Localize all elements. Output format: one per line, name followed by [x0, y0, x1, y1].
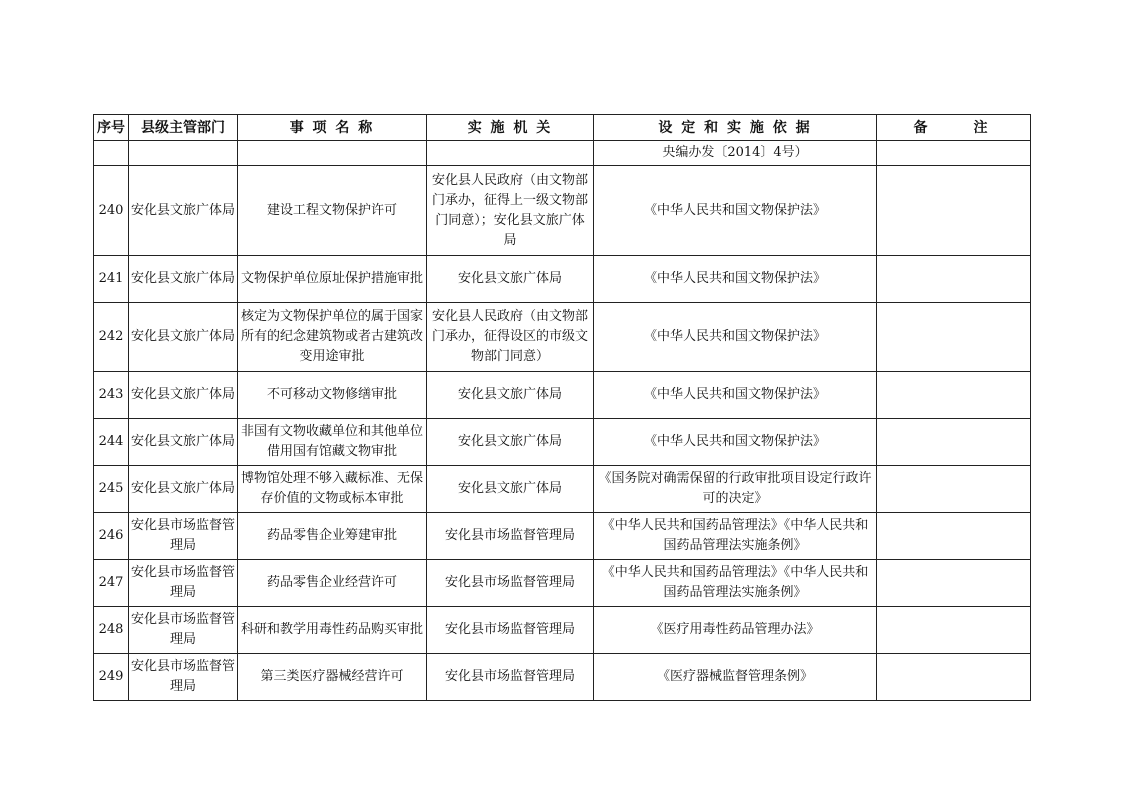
cell-remark — [877, 372, 1031, 419]
cell-seq: 243 — [94, 372, 129, 419]
cell-basis: 《中华人民共和国文物保护法》 — [594, 303, 877, 372]
cell-seq: 247 — [94, 560, 129, 607]
cell-item — [238, 141, 427, 166]
table-row — [94, 513, 1031, 560]
header-dept: 县级主管部门 — [129, 115, 238, 141]
cell-agency: 安化县文旅广体局 — [427, 466, 594, 513]
cell-seq: 242 — [94, 303, 129, 372]
cell-remark — [877, 466, 1031, 513]
cell-seq: 246 — [94, 513, 129, 560]
cell-dept: 安化县市场监督管理局 — [129, 513, 238, 560]
cell-basis: 《中华人民共和国文物保护法》 — [594, 372, 877, 419]
cell-agency: 安化县文旅广体局 — [427, 419, 594, 466]
table-row — [94, 303, 1031, 372]
cell-basis: 《中华人民共和国药品管理法》《中华人民共和国药品管理法实施条例》 — [594, 560, 877, 607]
cell-dept: 安化县文旅广体局 — [129, 303, 238, 372]
cell-dept: 安化县文旅广体局 — [129, 256, 238, 303]
cell-item: 第三类医疗器械经营许可 — [238, 654, 427, 701]
cell-remark — [877, 141, 1031, 166]
cell-seq: 244 — [94, 419, 129, 466]
cell-basis: 《医疗用毒性药品管理办法》 — [594, 607, 877, 654]
header-seq: 序号 — [94, 115, 129, 141]
cell-basis: 《国务院对确需保留的行政审批项目设定行政许可的决定》 — [594, 466, 877, 513]
table-row — [94, 256, 1031, 303]
cell-basis: 《中华人民共和国文物保护法》 — [594, 256, 877, 303]
cell-dept: 安化县文旅广体局 — [129, 372, 238, 419]
cell-dept: 安化县市场监督管理局 — [129, 607, 238, 654]
cell-seq: 248 — [94, 607, 129, 654]
cell-basis: 《中华人民共和国药品管理法》《中华人民共和国药品管理法实施条例》 — [594, 513, 877, 560]
cell-agency: 安化县文旅广体局 — [427, 256, 594, 303]
cell-remark — [877, 560, 1031, 607]
cell-agency: 安化县人民政府（由文物部门承办，征得上一级文物部门同意）；安化县文旅广体局 — [427, 166, 594, 256]
table-row — [94, 466, 1031, 513]
cell-item: 药品零售企业筹建审批 — [238, 513, 427, 560]
cell-remark — [877, 419, 1031, 466]
cell-item: 非国有文物收藏单位和其他单位借用国有馆藏文物审批 — [238, 419, 427, 466]
table-row — [94, 166, 1031, 256]
cell-agency: 安化县市场监督管理局 — [427, 654, 594, 701]
continuation-row — [94, 141, 1031, 166]
cell-item: 药品零售企业经营许可 — [238, 560, 427, 607]
cell-basis: 《医疗器械监督管理条例》 — [594, 654, 877, 701]
cell-item: 核定为文物保护单位的属于国家所有的纪念建筑物或者古建筑改变用途审批 — [238, 303, 427, 372]
cell-remark — [877, 166, 1031, 256]
header-basis: 设 定 和 实 施 依 据 — [594, 115, 877, 141]
cell-agency — [427, 141, 594, 166]
table-row — [94, 419, 1031, 466]
cell-dept: 安化县市场监督管理局 — [129, 560, 238, 607]
cell-agency: 安化县市场监督管理局 — [427, 513, 594, 560]
cell-remark — [877, 654, 1031, 701]
cell-agency: 安化县市场监督管理局 — [427, 607, 594, 654]
cell-seq: 249 — [94, 654, 129, 701]
cell-agency: 安化县市场监督管理局 — [427, 560, 594, 607]
cell-basis: 《中华人民共和国文物保护法》 — [594, 419, 877, 466]
cell-remark — [877, 303, 1031, 372]
cell-dept: 安化县文旅广体局 — [129, 466, 238, 513]
cell-seq: 241 — [94, 256, 129, 303]
cell-dept: 安化县文旅广体局 — [129, 419, 238, 466]
cell-item: 博物馆处理不够入藏标准、无保存价值的文物或标本审批 — [238, 466, 427, 513]
header-remark: 备 注 — [877, 115, 1031, 141]
cell-seq — [94, 141, 129, 166]
table-row — [94, 560, 1031, 607]
header-agency: 实 施 机 关 — [427, 115, 594, 141]
cell-agency: 安化县文旅广体局 — [427, 372, 594, 419]
cell-dept — [129, 141, 238, 166]
cell-item: 不可移动文物修缮审批 — [238, 372, 427, 419]
cell-seq: 245 — [94, 466, 129, 513]
cell-basis: 央编办发〔2014〕4号） — [594, 141, 877, 166]
cell-dept: 安化县文旅广体局 — [129, 166, 238, 256]
header-item: 事 项 名 称 — [238, 115, 427, 141]
cell-item: 科研和教学用毒性药品购买审批 — [238, 607, 427, 654]
table-header-row — [94, 115, 1031, 141]
cell-seq: 240 — [94, 166, 129, 256]
table-row — [94, 654, 1031, 701]
cell-remark — [877, 256, 1031, 303]
cell-remark — [877, 513, 1031, 560]
table-row — [94, 372, 1031, 419]
cell-item: 文物保护单位原址保护措施审批 — [238, 256, 427, 303]
cell-dept: 安化县市场监督管理局 — [129, 654, 238, 701]
cell-basis: 《中华人民共和国文物保护法》 — [594, 166, 877, 256]
approval-items-table — [93, 114, 1031, 701]
cell-item: 建设工程文物保护许可 — [238, 166, 427, 256]
cell-agency: 安化县人民政府（由文物部门承办，征得设区的市级文物部门同意） — [427, 303, 594, 372]
cell-remark — [877, 607, 1031, 654]
table-row — [94, 607, 1031, 654]
